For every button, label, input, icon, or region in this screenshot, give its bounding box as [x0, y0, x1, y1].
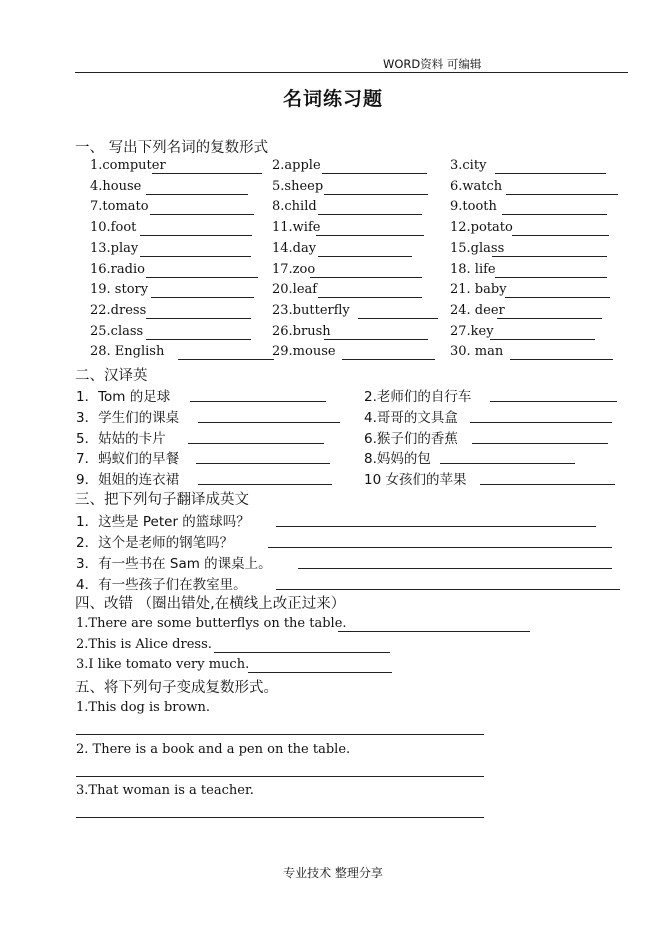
- section3-sentence: 4．有一些孩子们在教室里。: [76, 577, 247, 593]
- section2-phrase: 2.老师们的自行车: [364, 389, 472, 405]
- header-rule: [75, 72, 628, 73]
- section1-word: 28. English: [90, 344, 165, 360]
- answer-line[interactable]: [178, 359, 274, 360]
- answer-line[interactable]: [472, 443, 608, 444]
- section3-sentence: 3．有一些书在 Sam 的课桌上。: [76, 556, 272, 572]
- section2-phrase: 6.猴子们的香蕉: [364, 430, 458, 447]
- answer-line[interactable]: [188, 443, 324, 444]
- answer-line[interactable]: [276, 589, 620, 590]
- answer-line[interactable]: [276, 526, 596, 527]
- section1-word: 27.key: [450, 323, 494, 339]
- answer-line[interactable]: [152, 173, 262, 174]
- section1-word: 24. deer: [450, 302, 505, 318]
- section1-word: 1.computer: [90, 158, 166, 173]
- answer-line[interactable]: [76, 817, 484, 818]
- answer-line[interactable]: [322, 173, 427, 174]
- answer-line[interactable]: [318, 256, 412, 257]
- section1-word: 9.tooth: [450, 199, 497, 215]
- header-note: WORD资料 可编辑: [383, 57, 482, 71]
- answer-line[interactable]: [140, 235, 252, 236]
- answer-line[interactable]: [505, 297, 610, 298]
- answer-line[interactable]: [316, 235, 424, 236]
- answer-line[interactable]: [324, 194, 428, 195]
- section2-phrase: 7．蚂蚁们的早餐: [76, 451, 180, 468]
- section1-word: 13.play: [90, 240, 139, 256]
- section1-word: 29.mouse: [272, 344, 336, 360]
- answer-line[interactable]: [490, 339, 595, 340]
- section1-word: 30. man: [450, 344, 504, 360]
- section1-word: 2.apple: [272, 158, 321, 173]
- section2-phrase: 3．学生们的课桌: [76, 409, 180, 426]
- section2-phrase: 4.哥哥的文具盒: [364, 409, 458, 426]
- section2-phrase: 9．姐姐的连衣裙: [76, 472, 180, 489]
- section3-sentence: 1．这些是 Peter 的篮球吗？: [76, 514, 250, 530]
- answer-line[interactable]: [298, 568, 612, 569]
- section1-word: 22.dress: [90, 302, 147, 318]
- section1-word: 14.day: [272, 240, 317, 256]
- answer-line[interactable]: [76, 776, 484, 777]
- answer-line[interactable]: [146, 339, 251, 340]
- answer-line[interactable]: [248, 672, 392, 673]
- page-title: 名词练习题: [282, 88, 383, 110]
- answer-line[interactable]: [146, 194, 248, 195]
- section1-word: 3.city: [450, 158, 487, 173]
- answer-line[interactable]: [440, 463, 575, 464]
- section1-word: 18. life: [450, 261, 496, 277]
- answer-line[interactable]: [506, 194, 618, 195]
- section2-phrase: 10 女孩们的苹果: [364, 472, 467, 489]
- section1-word: 25.class: [90, 323, 144, 339]
- section2-phrase: 8.妈妈的包: [364, 451, 431, 468]
- section1-word: 8.child: [272, 199, 317, 215]
- answer-line[interactable]: [268, 547, 612, 548]
- section1-word: 17.zoo: [272, 261, 316, 277]
- section1-word: 21. baby: [450, 282, 507, 298]
- section5-sentence: 3.That woman is a teacher.: [76, 783, 254, 798]
- answer-line[interactable]: [151, 297, 254, 298]
- section4-sentence: 1.There are some butterflys on the table.: [76, 616, 347, 631]
- section2-heading: 二、汉译英: [75, 368, 148, 384]
- section1-word: 26.brush: [272, 323, 331, 339]
- section1-word: 5.sheep: [272, 178, 324, 194]
- answer-line[interactable]: [198, 484, 332, 485]
- answer-line[interactable]: [480, 484, 615, 485]
- section5-sentence: 1.This dog is brown.: [76, 700, 210, 715]
- section3-sentence: 2．这个是老师的钢笔吗？: [76, 535, 234, 551]
- section1-word: 10.foot: [90, 220, 137, 236]
- section1-word: 7.tomato: [90, 199, 149, 215]
- section4-heading: 四、改错 （圈出错处,在横线上改正过来）: [75, 596, 346, 612]
- page-footer: 专业技术 整理分享: [283, 866, 383, 880]
- section1-word: 16.radio: [90, 261, 145, 277]
- answer-line[interactable]: [510, 359, 613, 360]
- answer-line[interactable]: [140, 256, 251, 257]
- section1-word: 23.butterfly: [272, 302, 350, 318]
- answer-line[interactable]: [214, 652, 390, 653]
- answer-line[interactable]: [495, 173, 606, 174]
- answer-line[interactable]: [150, 214, 254, 215]
- answer-line[interactable]: [310, 277, 422, 278]
- answer-line[interactable]: [492, 256, 607, 257]
- answer-line[interactable]: [146, 277, 258, 278]
- answer-line[interactable]: [76, 734, 484, 735]
- answer-line[interactable]: [490, 401, 617, 402]
- section2-phrase: 5．姑姑的卡片: [76, 430, 166, 447]
- section2-phrase: 1．Tom 的足球: [76, 389, 171, 405]
- answer-line[interactable]: [318, 214, 422, 215]
- section1-word: 11.wife: [272, 220, 321, 236]
- answer-line[interactable]: [318, 297, 422, 298]
- section5-heading: 五、将下列句子变成复数形式。: [75, 680, 278, 696]
- section1-word: 6.watch: [450, 178, 503, 194]
- answer-line[interactable]: [196, 463, 330, 464]
- answer-line[interactable]: [198, 422, 340, 423]
- answer-line[interactable]: [497, 318, 602, 319]
- section1-word: 4.house: [90, 178, 142, 194]
- answer-line[interactable]: [342, 359, 435, 360]
- answer-line[interactable]: [146, 318, 251, 319]
- section4-sentence: 3.I like tomato very much.: [76, 657, 250, 672]
- answer-line[interactable]: [358, 318, 438, 319]
- section4-sentence: 2.This is Alice dress.: [76, 636, 212, 652]
- answer-line[interactable]: [512, 235, 609, 236]
- answer-line[interactable]: [495, 277, 607, 278]
- section1-word: 20.leaf: [272, 282, 318, 298]
- answer-line[interactable]: [338, 631, 530, 632]
- section1-word: 12.potato: [450, 220, 513, 236]
- section5-sentence: 2. There is a book and a pen on the table.: [76, 741, 351, 757]
- answer-line[interactable]: [470, 422, 612, 423]
- answer-line[interactable]: [324, 339, 428, 340]
- section1-heading: 一、 写出下列名词的复数形式: [75, 140, 269, 156]
- section1-word: 15.glass: [450, 240, 505, 256]
- answer-line[interactable]: [502, 214, 607, 215]
- section3-heading: 三、把下列句子翻译成英文: [75, 492, 249, 508]
- section1-word: 19. story: [90, 282, 149, 298]
- answer-line[interactable]: [190, 401, 326, 402]
